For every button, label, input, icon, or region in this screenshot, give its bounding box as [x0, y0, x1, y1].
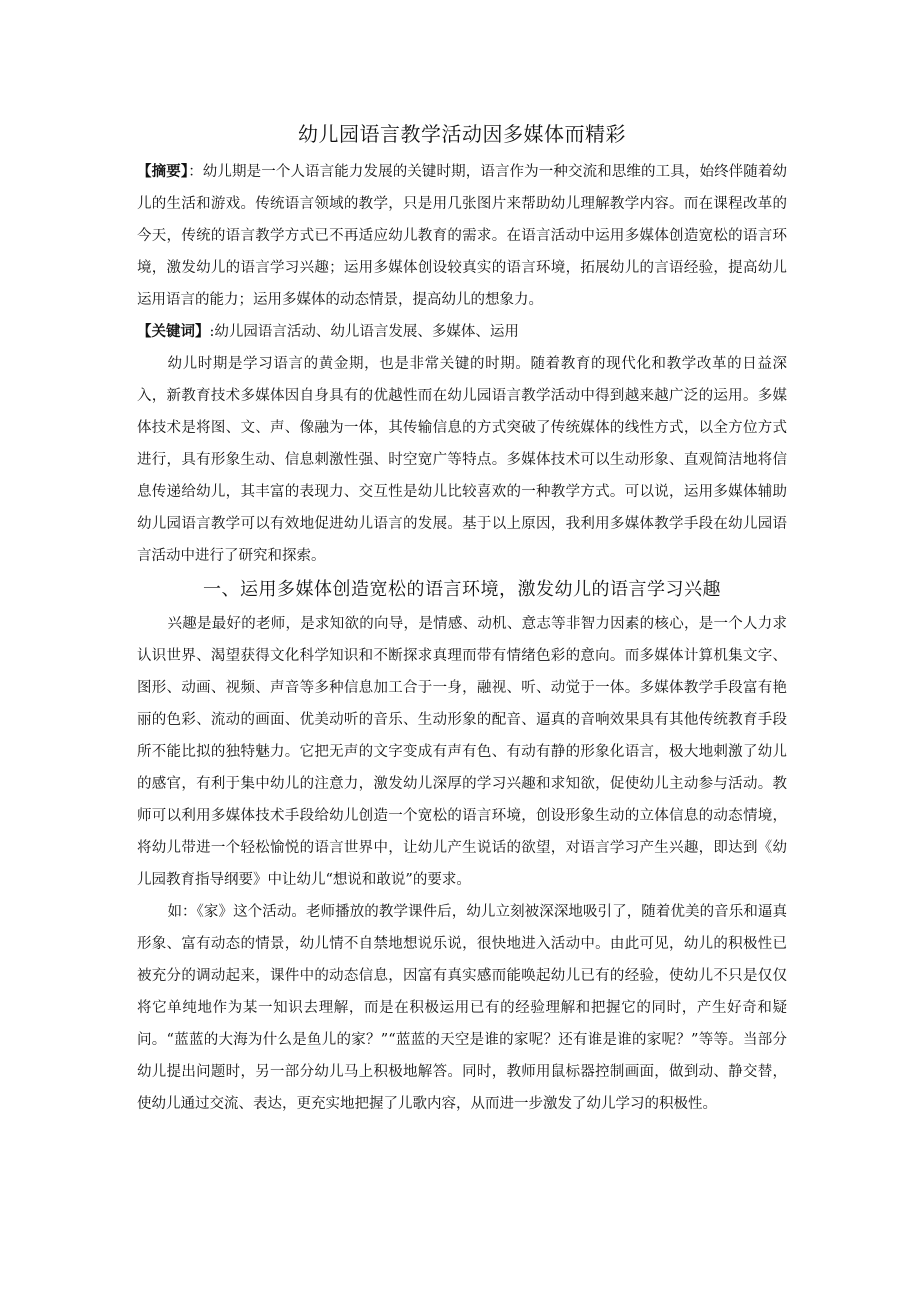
keywords-text: 幼儿园语言活动、幼儿语言发展、多媒体、运用	[214, 324, 519, 340]
abstract-separator: ：	[188, 164, 203, 180]
abstract-paragraph	[137, 156, 787, 316]
section-1-heading: 一、运用多媒体创造宽松的语言环境，激发幼儿的语言学习兴趣	[203, 579, 721, 600]
keywords-separator: :	[209, 324, 215, 340]
document-title: 幼儿园语言教学活动因多媒体而精彩	[298, 122, 626, 146]
document-page	[137, 112, 787, 1120]
section-1-paragraph-1: 兴趣是最好的老师，是求知欲的向导，是情感、动机、意志等非智力因素的核心，是一个人力求认识世界、渴望获得文化科学知识和不断探求真理而带有情绪色彩的意向。而多媒体计算机集文字、图形、动画、视频、声音等多种信息加工合于一身，融视、听、动觉于一体。多媒体教学手段富有艳丽的色彩、流动的画面、优美动听的音乐、生动形象的配音、逼真的音响效果具有其他传统教育手段所不能比拟的独特魅力。它把无声的文字变成有声有色、有动有静的形象化语言，极大地刺激了幼儿的感官，有利于集中幼儿的注意力，激发幼儿深厚的学习兴趣和求知欲，促使幼儿主动参与活动。教师可以利用多媒体技术手段给幼儿创造一个宽松的语言环境，创设形象生动的立体信息的动态情境，将幼儿带进一个轻松愉悦的语言世界中，让幼儿产生说话的欲望，对语言学习产生兴趣，即达到《幼儿园教育指导纲要》中让幼儿“想说和敢说”的要求。	[137, 616, 787, 888]
abstract-label: 【摘要】	[137, 163, 189, 180]
abstract-text: 幼儿期是一个人语言能力发展的关键时期，语言作为一种交流和思维的工具，始终伴随着幼儿的生活和游戏。传统语言领域的教学，只是用几张图片来帮助幼儿理解教学内容。而在课程改革的今天，传统的语言教学方式已不再适应幼儿教育的需求。在语言活动中运用多媒体创造宽松的语言环境，激发幼儿的语言学习兴趣；运用多媒体创设较真实的语言环境，拓展幼儿的言语经验，提高幼儿运用语言的能力；运用多媒体的动态情景，提高幼儿的想象力。	[137, 164, 788, 308]
intro-paragraph: 幼儿时期是学习语言的黄金期，也是非常关键的时期。随着教育的现代化和教学改革的日益深入，新教育技术多媒体因自身具有的优越性而在幼儿园语言教学活动中得到越来越广泛的运用。多媒体技术是将图、文、声、像融为一体，其传输信息的方式突破了传统媒体的线性方式，以全方位方式进行，具有形象生动、信息刺激性强、时空宽广等特点。多媒体技术可以生动形象、直观简洁地将信息传递给幼儿，其丰富的表现力、交互性是幼儿比较喜欢的一种教学方式。可以说，运用多媒体辅助幼儿园语言教学可以有效地促进幼儿语言的发展。基于以上原因，我利用多媒体教学手段在幼儿园语言活动中进行了研究和探索。	[137, 356, 787, 564]
section-1-paragraph-2: 如：《家》这个活动。老师播放的教学课件后，幼儿立刻被深深地吸引了，随着优美的音乐和逼真形象、富有动态的情景，幼儿情不自禁地想说乐说，很快地进入活动中。由此可见，幼儿的积极性已被充分的调动起来，课件中的动态信息，因富有真实感而能唤起幼儿已有的经验，使幼儿不只是仅仅将它单纯地作为某一知识去理解，而是在积极运用已有的经验理解和把握它的同时，产生好奇和疑问。“蓝蓝的大海为什么是鱼儿的家？”“蓝蓝的天空是谁的家呢？还有谁是谁的家呢？”等等。当部分幼儿提出问题时，另一部分幼儿马上积极地解答。同时，教师用鼠标器控制画面，做到动、静交替，使幼儿通过交流、表达，更充实地把握了儿歌内容，从而进一步激发了幼儿学习的积极性。	[137, 904, 787, 1112]
keywords-label: 【关键词】	[137, 323, 210, 340]
keywords-paragraph	[137, 316, 787, 348]
